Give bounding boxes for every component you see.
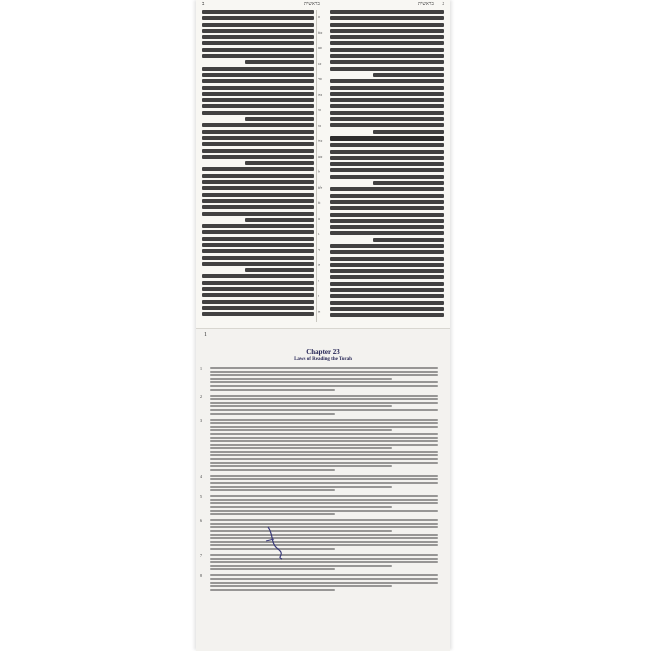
hebrew-text-line (202, 174, 314, 178)
hebrew-text-line (202, 142, 314, 146)
english-text-line (210, 554, 438, 556)
hebrew-text-line (202, 155, 314, 159)
hebrew-text-line (373, 130, 444, 134)
hebrew-text-line (202, 287, 314, 291)
english-text-line (210, 506, 392, 508)
hebrew-text-line (330, 294, 444, 298)
english-text-line (210, 433, 438, 435)
hebrew-text-line (330, 219, 444, 223)
english-text-line (210, 385, 438, 387)
hebrew-text-line (202, 167, 314, 171)
english-text-line (210, 568, 335, 570)
english-text-line (210, 429, 392, 431)
paragraph-number: 8 (200, 573, 202, 579)
left-running-title: בראשית (304, 2, 320, 7)
english-text-line (210, 447, 392, 449)
hebrew-text-line (202, 35, 314, 39)
hebrew-text-line (330, 194, 444, 198)
hebrew-text-line (330, 206, 444, 210)
english-text-line (210, 419, 438, 421)
chapter-subtitle: Laws of Reading the Torah (294, 357, 352, 362)
paragraph-number: 5 (200, 494, 202, 500)
verse-number: ו (318, 277, 320, 283)
hebrew-text-line (330, 111, 444, 115)
hebrew-text-line (202, 149, 314, 153)
english-text-line (210, 510, 438, 512)
law-paragraph (200, 417, 438, 471)
english-text-line (210, 578, 438, 580)
column-divider (316, 10, 320, 322)
hebrew-text-line (330, 92, 444, 96)
verse-number: לא (318, 184, 323, 190)
hebrew-text-line (202, 79, 314, 83)
hebrew-text-line (202, 212, 314, 216)
english-text-line (210, 582, 438, 584)
hebrew-text-line (202, 29, 314, 33)
hebrew-text-line (202, 274, 314, 278)
hebrew-text-line (202, 312, 314, 316)
hebrew-text-line (330, 48, 444, 52)
verse-number: ד (318, 246, 320, 252)
english-text-line (210, 544, 438, 546)
hebrew-text-line (330, 104, 444, 108)
hebrew-text-line (373, 73, 444, 77)
english-text-line (210, 558, 438, 560)
english-text-line (210, 534, 438, 536)
hebrew-text-line (202, 293, 314, 297)
right-page-number: ג (442, 2, 444, 7)
english-text-line (210, 451, 438, 453)
english-text-line (210, 489, 335, 491)
english-text-line (210, 381, 438, 383)
verse-number: כט (318, 153, 323, 159)
hebrew-text-line (330, 117, 444, 121)
paragraph-number: 3 (200, 417, 202, 423)
hebrew-text-line (330, 275, 444, 279)
hebrew-text-line (202, 104, 314, 108)
english-text-line (210, 367, 438, 369)
hebrew-text-line (330, 150, 444, 154)
english-text-line (210, 440, 438, 442)
hebrew-text-line (330, 86, 444, 90)
english-text-line (210, 444, 438, 446)
english-text-line (210, 561, 438, 563)
english-text-line (210, 462, 438, 464)
hebrew-text-line (245, 268, 314, 272)
hebrew-text-line (202, 193, 314, 197)
law-paragraph (200, 573, 438, 590)
law-paragraph (200, 393, 438, 415)
english-text-line (210, 502, 438, 504)
english-text-line (210, 454, 438, 456)
hebrew-text-line (330, 10, 444, 14)
english-text-line (210, 389, 335, 391)
hebrew-text-line (330, 67, 444, 71)
hebrew-text-line (202, 92, 314, 96)
verse-number: א (318, 200, 321, 205)
hebrew-text-line (330, 257, 444, 261)
english-text-line (210, 513, 335, 515)
hebrew-text-line (202, 98, 314, 102)
hebrew-text-line (330, 168, 444, 172)
hebrew-text-line (330, 98, 444, 102)
hebrew-text-line (373, 238, 444, 242)
hebrew-text-line (330, 29, 444, 33)
paragraph-number: 4 (200, 473, 202, 479)
paragraph-number: 1 (200, 366, 202, 371)
verse-number: ז (318, 293, 320, 298)
hebrew-text-line (202, 111, 314, 115)
verse-number: כה (318, 91, 323, 97)
hebrew-text-line (330, 162, 444, 166)
english-text-line (210, 574, 438, 576)
verse-number: כג (318, 60, 322, 66)
english-text-line (210, 413, 335, 415)
hebrew-text-line (202, 205, 314, 209)
hebrew-text-line (202, 73, 314, 77)
english-text-line (210, 371, 438, 373)
hebrew-text-line (330, 200, 444, 204)
paragraph-number: 2 (200, 393, 202, 399)
english-text-line (210, 585, 392, 587)
hebrew-text-line (330, 282, 444, 286)
hebrew-text-line (330, 23, 444, 27)
hebrew-text-line (330, 123, 444, 127)
hebrew-text-line (330, 250, 444, 254)
english-text-line (210, 395, 438, 397)
hebrew-text-line (202, 243, 314, 247)
verse-number-gutter (318, 10, 328, 322)
verse-number: ב (318, 215, 320, 221)
english-text-line (210, 478, 438, 480)
hebrew-text-line (202, 23, 314, 27)
english-text-line (210, 475, 438, 477)
hebrew-text-line (330, 156, 444, 160)
hebrew-text-line (245, 218, 314, 222)
hebrew-text-line (330, 269, 444, 273)
english-text-line (210, 499, 438, 501)
english-page-number: 1 (204, 332, 207, 338)
paragraph-number: 7 (200, 552, 202, 558)
english-text-line (210, 482, 438, 484)
hebrew-text-line (330, 225, 444, 229)
hebrew-text-line (330, 35, 444, 39)
verse-number: כו (318, 107, 321, 112)
hebrew-text-line (330, 313, 444, 317)
english-text-line (210, 589, 335, 591)
hebrew-text-line (330, 175, 444, 179)
hebrew-text-line (202, 249, 314, 253)
english-page (196, 328, 450, 651)
law-paragraph (200, 366, 438, 391)
verse-number: ה (318, 262, 321, 267)
hebrew-text-line (202, 300, 314, 304)
law-paragraph (200, 518, 438, 550)
paragraph-number: 6 (200, 518, 202, 524)
hebrew-text-line (202, 230, 314, 234)
document-spread (196, 0, 450, 650)
verse-number: כא (318, 29, 323, 35)
hebrew-text-line (202, 123, 314, 127)
hebrew-text-line (202, 130, 314, 134)
hebrew-text-line (373, 181, 444, 185)
hebrew-column-right (330, 10, 444, 322)
verse-number: כ (318, 14, 320, 19)
laws-paragraphs (200, 366, 438, 595)
pen-annotation-mark (264, 525, 286, 561)
hebrew-text-line (202, 224, 314, 228)
english-text-line (210, 426, 438, 428)
english-text-line (210, 519, 438, 521)
hebrew-text-line (202, 237, 314, 241)
law-paragraph (200, 552, 438, 570)
english-text-line (210, 437, 438, 439)
hebrew-page-pair (196, 0, 450, 328)
verse-number: כב (318, 45, 322, 50)
verse-number: ג (318, 231, 320, 236)
hebrew-text-line (202, 180, 314, 184)
hebrew-text-line (330, 187, 444, 191)
hebrew-text-line (202, 48, 314, 52)
hebrew-text-line (202, 41, 314, 45)
law-paragraph (200, 473, 438, 491)
english-text-line (210, 405, 392, 407)
verse-number: ח (318, 308, 321, 314)
hebrew-text-line (202, 186, 314, 190)
english-text-line (210, 486, 392, 488)
hebrew-text-line (245, 161, 314, 165)
english-text-line (210, 526, 438, 528)
english-text-line (210, 465, 392, 467)
verse-number: כד (318, 76, 322, 81)
hebrew-text-line (330, 288, 444, 292)
verse-number: ל (318, 169, 320, 174)
english-text-line (210, 458, 438, 460)
english-text-line (210, 409, 438, 411)
hebrew-text-line (330, 213, 444, 217)
hebrew-text-line (330, 231, 444, 235)
hebrew-text-line (202, 281, 314, 285)
hebrew-text-line (330, 263, 444, 267)
hebrew-text-line (202, 86, 314, 90)
verse-number: כח (318, 138, 323, 143)
hebrew-text-line (202, 54, 314, 58)
hebrew-text-line (245, 60, 314, 64)
hebrew-text-line (330, 244, 444, 248)
hebrew-text-line (330, 79, 444, 83)
hebrew-text-line (202, 67, 314, 71)
verse-number: כז (318, 122, 322, 128)
hebrew-text-line (330, 60, 444, 64)
hebrew-text-line (330, 307, 444, 311)
hebrew-text-line (202, 10, 314, 14)
english-text-line (210, 378, 392, 380)
hebrew-text-line (202, 256, 314, 260)
english-text-line (210, 469, 335, 471)
hebrew-text-line (330, 301, 444, 305)
english-text-line (210, 537, 438, 539)
english-text-line (210, 541, 438, 543)
hebrew-text-line (330, 41, 444, 45)
hebrew-text-line (330, 16, 444, 20)
hebrew-text-line (202, 136, 314, 140)
english-text-line (210, 402, 438, 404)
law-paragraph (200, 494, 438, 515)
english-text-line (210, 398, 438, 400)
hebrew-text-line (202, 16, 314, 20)
english-text-line (210, 565, 392, 567)
hebrew-text-line (330, 136, 444, 141)
hebrew-text-line (202, 306, 314, 310)
hebrew-text-line (330, 54, 444, 58)
chapter-title: Chapter 23 (306, 348, 340, 356)
hebrew-text-line (202, 262, 314, 266)
english-text-line (210, 422, 438, 424)
english-text-line (210, 374, 438, 376)
right-running-title: בראשית (418, 2, 434, 7)
hebrew-column-left (202, 10, 314, 322)
english-text-line (210, 523, 438, 525)
hebrew-text-line (202, 199, 314, 203)
english-text-line (210, 495, 438, 497)
hebrew-text-line (245, 117, 314, 121)
english-text-line (210, 530, 392, 532)
hebrew-text-line (330, 143, 444, 147)
left-page-number: ב (202, 2, 205, 7)
